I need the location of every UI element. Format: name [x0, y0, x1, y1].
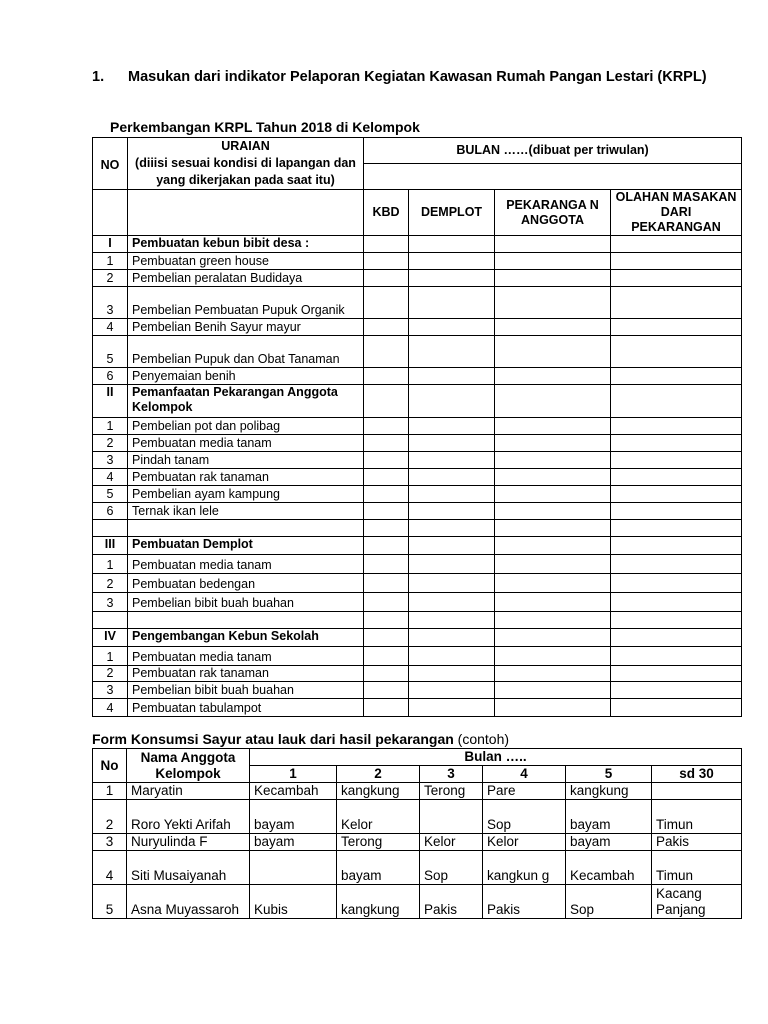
cell-pekarangan [495, 336, 611, 368]
cell-demplot [409, 418, 495, 435]
cell-kbd [364, 612, 409, 629]
activity-label: Penyemaian benih [128, 368, 364, 385]
table-row [93, 885, 742, 919]
row-number: 3 [93, 834, 127, 851]
cell-olahan [611, 647, 742, 666]
food-cell: Sop [420, 851, 483, 885]
cell-kbd [364, 336, 409, 368]
table-row [93, 699, 742, 717]
row-number: 6 [93, 503, 128, 520]
cell-olahan [611, 682, 742, 699]
cell-olahan [611, 336, 742, 368]
row-number: 1 [93, 555, 128, 574]
activity-label: Pembuatan media tanam [128, 555, 364, 574]
cell-pekarangan [495, 682, 611, 699]
table-row [93, 851, 742, 885]
cell-demplot [409, 236, 495, 253]
cell-demplot [409, 555, 495, 574]
table-row [93, 368, 742, 385]
food-cell: Kacang Panjang [652, 885, 742, 919]
cell-kbd [364, 555, 409, 574]
cell-pekarangan [495, 287, 611, 319]
row-number: 5 [93, 336, 128, 368]
activity-label: Ternak ikan lele [128, 503, 364, 520]
col-header-uraian-text: URAIAN (diiisi sesuai kondisi di lapangan dan yang dikerjakan pada saat itu) [135, 139, 356, 187]
cell-kbd [364, 520, 409, 537]
cell-demplot [409, 682, 495, 699]
t2-col-header-day: 4 [483, 766, 566, 783]
cell-pekarangan [495, 270, 611, 287]
section-title: Pembuatan Demplot [128, 537, 364, 555]
cell-kbd [364, 469, 409, 486]
table-row [93, 800, 742, 834]
cell-pekarangan [495, 629, 611, 647]
row-number: I [93, 236, 128, 253]
t2-col-header-day: 2 [337, 766, 420, 783]
cell-demplot [409, 537, 495, 555]
cell-olahan [611, 574, 742, 593]
cell-pekarangan [495, 612, 611, 629]
cell-kbd [364, 486, 409, 503]
activity-label: Pembuatan green house [128, 253, 364, 270]
cell-kbd [364, 593, 409, 612]
col-header-spacer [364, 164, 742, 190]
cell-pekarangan [495, 503, 611, 520]
table2-title-normal: (contoh) [453, 731, 510, 747]
cell-demplot [409, 593, 495, 612]
cell-olahan [611, 236, 742, 253]
section-title: Pembuatan kebun bibit desa : [128, 236, 364, 253]
activity-label: Pembelian Pembuatan Pupuk Organik [128, 287, 364, 319]
table2-title-bold: Form Konsumsi Sayur atau lauk dari hasil pekarangan [92, 731, 454, 747]
activity-label [128, 612, 364, 629]
table-row [93, 666, 742, 682]
table-row [93, 452, 742, 469]
t2-col-header-nama: Nama Anggota Kelompok [127, 749, 250, 783]
food-cell: bayam [566, 834, 652, 851]
cell-kbd [364, 682, 409, 699]
cell-demplot [409, 647, 495, 666]
row-number [93, 612, 128, 629]
cell-demplot [409, 503, 495, 520]
table-row [93, 253, 742, 270]
cell-kbd [364, 537, 409, 555]
consumption-form-table [92, 748, 742, 919]
food-cell [420, 800, 483, 834]
food-cell: Pakis [483, 885, 566, 919]
cell-pekarangan [495, 647, 611, 666]
cell-olahan [611, 555, 742, 574]
cell-kbd [364, 666, 409, 682]
cell-kbd [364, 647, 409, 666]
cell-pekarangan [495, 236, 611, 253]
cell-kbd [364, 418, 409, 435]
t2-col-header-bulan: Bulan ….. [250, 749, 742, 766]
cell-demplot [409, 336, 495, 368]
cell-kbd [364, 629, 409, 647]
food-cell: Kecambah [566, 851, 652, 885]
table-row [93, 270, 742, 287]
table-row [93, 435, 742, 452]
cell-pekarangan [495, 699, 611, 717]
cell-pekarangan [495, 537, 611, 555]
cell-olahan [611, 435, 742, 452]
row-number: 6 [93, 368, 128, 385]
row-number: 1 [93, 418, 128, 435]
cell-demplot [409, 270, 495, 287]
row-number: 2 [93, 270, 128, 287]
table2-title [92, 731, 509, 747]
row-number: 1 [93, 783, 127, 800]
food-cell [652, 783, 742, 800]
food-cell: bayam [566, 800, 652, 834]
cell-kbd [364, 574, 409, 593]
food-cell: Terong [337, 834, 420, 851]
cell-kbd [364, 319, 409, 336]
table-row [93, 385, 742, 418]
cell-olahan [611, 469, 742, 486]
food-cell: kangkung [566, 783, 652, 800]
cell-pekarangan [495, 666, 611, 682]
col-header-olahan: OLAHAN MASAKAN DARI PEKARANGAN [611, 190, 742, 236]
cell-olahan [611, 699, 742, 717]
cell-demplot [409, 612, 495, 629]
row-number: 1 [93, 647, 128, 666]
cell-demplot [409, 452, 495, 469]
food-cell: Pakis [652, 834, 742, 851]
table-row [93, 469, 742, 486]
table-row [93, 555, 742, 574]
activity-label: Pembelian Benih Sayur mayur [128, 319, 364, 336]
table-row [93, 418, 742, 435]
food-cell: Pare [483, 783, 566, 800]
col-header-pekarangan: PEKARANGA N ANGGOTA [495, 190, 611, 236]
member-name: Roro Yekti Arifah [127, 800, 250, 834]
cell-olahan [611, 253, 742, 270]
row-number: 2 [93, 800, 127, 834]
food-cell [250, 851, 337, 885]
cell-demplot [409, 629, 495, 647]
col-header-spacer-uraian [128, 190, 364, 236]
row-number: 3 [93, 452, 128, 469]
food-cell: Sop [566, 885, 652, 919]
cell-olahan [611, 270, 742, 287]
t2-col-header-day: 5 [566, 766, 652, 783]
row-number: II [93, 385, 128, 418]
food-cell: Sop [483, 800, 566, 834]
table-row [93, 520, 742, 537]
table-row [93, 612, 742, 629]
cell-olahan [611, 319, 742, 336]
table-row [93, 647, 742, 666]
heading-number: 1. [92, 69, 105, 85]
food-cell: Kelor [337, 800, 420, 834]
row-number: 5 [93, 486, 128, 503]
cell-pekarangan [495, 520, 611, 537]
cell-pekarangan [495, 418, 611, 435]
member-name: Asna Muyassaroh [127, 885, 250, 919]
activity-label: Pembuatan rak tanaman [128, 666, 364, 682]
food-cell: kangkung [337, 783, 420, 800]
cell-demplot [409, 253, 495, 270]
food-cell: kangkun g [483, 851, 566, 885]
col-header-kbd: KBD [364, 190, 409, 236]
activity-label: Pembelian bibit buah buahan [128, 593, 364, 612]
cell-pekarangan [495, 469, 611, 486]
cell-demplot [409, 319, 495, 336]
cell-pekarangan [495, 574, 611, 593]
cell-kbd [364, 236, 409, 253]
cell-pekarangan [495, 452, 611, 469]
cell-olahan [611, 666, 742, 682]
food-cell: Terong [420, 783, 483, 800]
food-cell: Kelor [420, 834, 483, 851]
cell-demplot [409, 435, 495, 452]
cell-demplot [409, 368, 495, 385]
table-row [93, 287, 742, 319]
table-row [93, 486, 742, 503]
row-number: 2 [93, 435, 128, 452]
cell-pekarangan [495, 253, 611, 270]
activity-label: Pembelian pot dan polibag [128, 418, 364, 435]
member-name: Siti Musaiyanah [127, 851, 250, 885]
col-header-spacer-no [93, 190, 128, 236]
row-number: 2 [93, 574, 128, 593]
cell-olahan [611, 418, 742, 435]
row-number: III [93, 537, 128, 555]
cell-demplot [409, 287, 495, 319]
activity-label: Pembelian Pupuk dan Obat Tanaman [128, 336, 364, 368]
activity-label: Pembelian bibit buah buahan [128, 682, 364, 699]
cell-kbd [364, 699, 409, 717]
activity-label: Pembuatan media tanam [128, 435, 364, 452]
t2-col-header-no: No [93, 749, 127, 783]
row-number: 4 [93, 469, 128, 486]
cell-olahan [611, 520, 742, 537]
cell-pekarangan [495, 368, 611, 385]
member-name: Nuryulinda F [127, 834, 250, 851]
row-number: 3 [93, 682, 128, 699]
cell-kbd [364, 368, 409, 385]
cell-kbd [364, 452, 409, 469]
table-row [93, 574, 742, 593]
cell-olahan [611, 612, 742, 629]
col-header-demplot: DEMPLOT [409, 190, 495, 236]
row-number: 5 [93, 885, 127, 919]
cell-kbd [364, 270, 409, 287]
col-header-uraian [128, 138, 364, 190]
food-cell: bayam [250, 834, 337, 851]
t2-col-header-day: sd 30 [652, 766, 742, 783]
table-row [93, 783, 742, 800]
food-cell: bayam [337, 851, 420, 885]
col-header-bulan: BULAN ……(dibuat per triwulan) [364, 138, 742, 164]
cell-olahan [611, 287, 742, 319]
cell-olahan [611, 503, 742, 520]
row-number: 3 [93, 287, 128, 319]
activity-label: Pembelian peralatan Budidaya [128, 270, 364, 287]
table2-body [93, 783, 742, 919]
cell-olahan [611, 486, 742, 503]
cell-kbd [364, 287, 409, 319]
table-row [93, 336, 742, 368]
cell-demplot [409, 574, 495, 593]
food-cell: Kecambah [250, 783, 337, 800]
cell-demplot [409, 666, 495, 682]
col-header-no: NO [93, 138, 128, 190]
cell-kbd [364, 253, 409, 270]
cell-olahan [611, 537, 742, 555]
cell-demplot [409, 469, 495, 486]
cell-kbd [364, 385, 409, 418]
food-cell: bayam [250, 800, 337, 834]
table-row [93, 503, 742, 520]
t2-col-header-day: 1 [250, 766, 337, 783]
row-number: 1 [93, 253, 128, 270]
section-title: Pemanfaatan Pekarangan Anggota Kelompok [128, 385, 364, 418]
heading-text: Masukan dari indikator Pelaporan Kegiatan Kawasan Rumah Pangan Lestari (KRPL) [128, 69, 707, 85]
cell-pekarangan [495, 555, 611, 574]
activity-label: Pembelian ayam kampung [128, 486, 364, 503]
cell-pekarangan [495, 435, 611, 452]
cell-demplot [409, 385, 495, 418]
activity-label: Pembuatan rak tanaman [128, 469, 364, 486]
t2-col-header-day: 3 [420, 766, 483, 783]
table-row [93, 537, 742, 555]
cell-demplot [409, 699, 495, 717]
row-number: 4 [93, 319, 128, 336]
cell-olahan [611, 452, 742, 469]
row-number: 4 [93, 851, 127, 885]
row-number: 2 [93, 666, 128, 682]
table-row [93, 834, 742, 851]
food-cell: kangkung [337, 885, 420, 919]
cell-pekarangan [495, 319, 611, 336]
activity-label: Pembuatan tabulampot [128, 699, 364, 717]
activity-label: Pindah tanam [128, 452, 364, 469]
table-row [93, 682, 742, 699]
cell-demplot [409, 486, 495, 503]
food-cell: Kelor [483, 834, 566, 851]
activity-label: Pembuatan bedengan [128, 574, 364, 593]
cell-olahan [611, 368, 742, 385]
table1-body [93, 236, 742, 717]
food-cell: Pakis [420, 885, 483, 919]
row-number: 3 [93, 593, 128, 612]
cell-pekarangan [495, 385, 611, 418]
cell-pekarangan [495, 593, 611, 612]
table-row [93, 593, 742, 612]
food-cell: Timun [652, 800, 742, 834]
activity-label: Pembuatan media tanam [128, 647, 364, 666]
row-number: IV [93, 629, 128, 647]
section-title: Pengembangan Kebun Sekolah [128, 629, 364, 647]
cell-kbd [364, 435, 409, 452]
food-cell: Kubis [250, 885, 337, 919]
cell-olahan [611, 385, 742, 418]
row-number [93, 520, 128, 537]
table1-title: Perkembangan KRPL Tahun 2018 di Kelompok [110, 119, 420, 135]
krpl-progress-table [92, 137, 742, 717]
table-row [93, 629, 742, 647]
cell-olahan [611, 629, 742, 647]
table-row [93, 319, 742, 336]
cell-demplot [409, 520, 495, 537]
cell-olahan [611, 593, 742, 612]
table-row [93, 236, 742, 253]
row-number: 4 [93, 699, 128, 717]
member-name: Maryatin [127, 783, 250, 800]
food-cell: Timun [652, 851, 742, 885]
cell-pekarangan [495, 486, 611, 503]
cell-kbd [364, 503, 409, 520]
activity-label [128, 520, 364, 537]
